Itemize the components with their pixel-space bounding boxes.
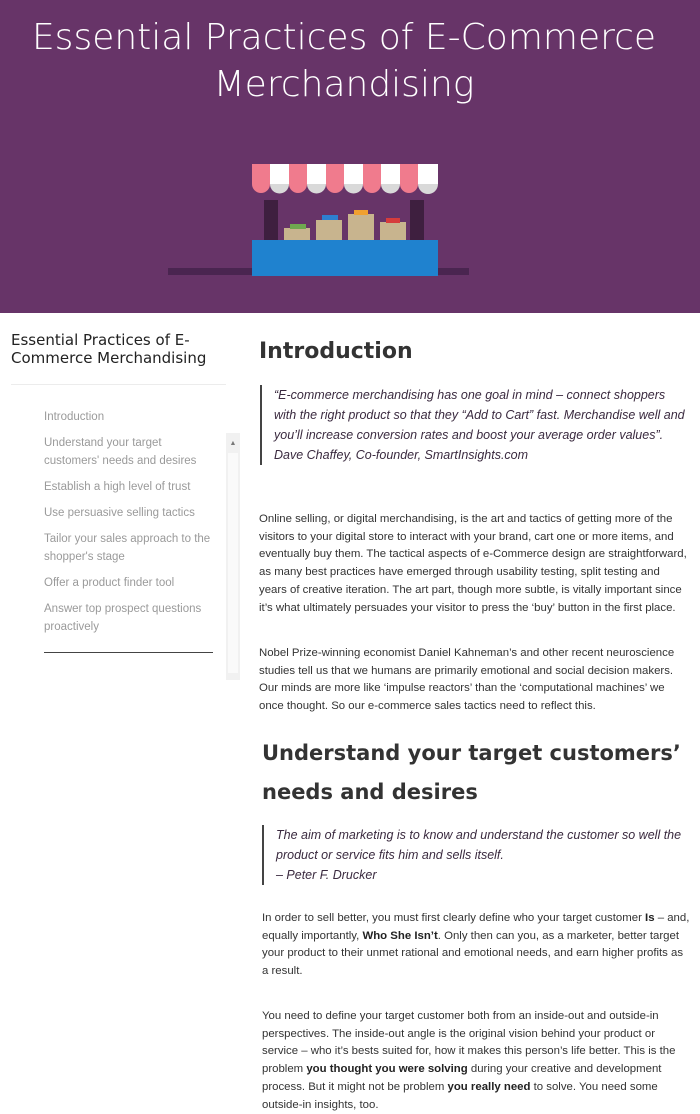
intro-paragraph-2: Nobel Prize-winning economist Daniel Kahneman’s and other recent neuroscience studies tell us that we humans are primarily emotional and social decision makers. Our minds are more like ‘impulse reactors’ than the ‘computational machines’ we once thought. So our e-commerce sales tactics need to reflect this. xyxy=(259,647,675,713)
scroll-thumb[interactable] xyxy=(228,453,238,673)
toc-divider xyxy=(11,384,226,385)
quote-author: – Peter F. Drucker xyxy=(276,868,377,882)
intro-paragraph-1: Online selling, or digital merchandising, is the art and tactics of getting more of the visitors to your digital store to interact with your brand, cart one or more items, and eventually buy them. The tactical aspects of e-Commerce design are straightforward, as many best practices have emerged through usability testing, split testing and years of creative iteration. The art part, though more subtle, is vitally important since it’s what ultimately persuades your visitor to press the ‘buy’ button in the first place. xyxy=(259,513,687,614)
hero-banner xyxy=(0,0,700,313)
toc-title: Essential Practices of E-Commerce Merchandising xyxy=(11,331,207,367)
toc-item-persuasive-tactics[interactable]: Use persuasive selling tactics xyxy=(44,507,195,519)
understand-paragraph-2: You need to define your target customer both from an inside-out and outside-in perspectives. The inside-out angle is the original vision behind your product or service – who it’s bests suited for, how it makes this person’s life better. This is the problem you thought you were solving during your creative and development process. But it might not be problem you really need to solve. You need some outside-in insights, too. xyxy=(262,1010,676,1111)
heading-introduction: Introduction xyxy=(259,339,413,364)
quote-chaffey xyxy=(260,385,690,465)
stall-post-left xyxy=(264,200,278,244)
understand-paragraph-1: In order to sell better, you must first clearly define who your target customer Is – and, equally importantly, Who She Isn’t. Only then can you, as a marketer, better target your product to their unmet rational and emotional needs, and earn higher profits as a result. xyxy=(262,912,690,978)
stall-post-right xyxy=(410,200,424,244)
toc-item-product-finder[interactable]: Offer a product finder tool xyxy=(44,577,175,589)
toc-item-tailor-sales[interactable]: Tailor your sales approach to the shopper's stage xyxy=(44,533,211,563)
toc-item-understand-customers[interactable]: Understand your target customers' needs and desires xyxy=(44,437,197,467)
stall-counter xyxy=(252,240,438,276)
scroll-up-arrow-icon[interactable]: ▲ xyxy=(229,440,237,447)
hero-title: Essential Practices of E-Commerce Merchandising xyxy=(31,17,657,105)
striped-awning xyxy=(252,164,438,194)
quote-author: Dave Chaffey, Co-founder, SmartInsights.com xyxy=(274,448,529,462)
stall-goods xyxy=(284,210,406,242)
quote-drucker xyxy=(262,825,690,885)
toc-end-rule xyxy=(44,652,213,653)
toc-scrollbar[interactable] xyxy=(226,433,240,680)
toc-list xyxy=(44,408,220,644)
heading-understand-customers: Understand your target customers’ needs and desires xyxy=(262,741,681,804)
toc-item-answer-questions[interactable]: Answer top prospect questions proactively xyxy=(44,603,202,633)
toc-item-establish-trust[interactable]: Establish a high level of trust xyxy=(44,481,191,493)
quote-text: The aim of marketing is to know and understand the customer so well the product or service fits him and sells itself. xyxy=(276,828,682,862)
toc-item-introduction[interactable]: Introduction xyxy=(44,411,105,423)
quote-text: “E-commerce merchandising has one goal in mind – connect shoppers with the right product so that they “Add to Cart” fast. Merchandise well and you’ll increase conversion rates and boost your average order values”. xyxy=(274,388,685,442)
market-stall-illustration xyxy=(168,160,469,278)
